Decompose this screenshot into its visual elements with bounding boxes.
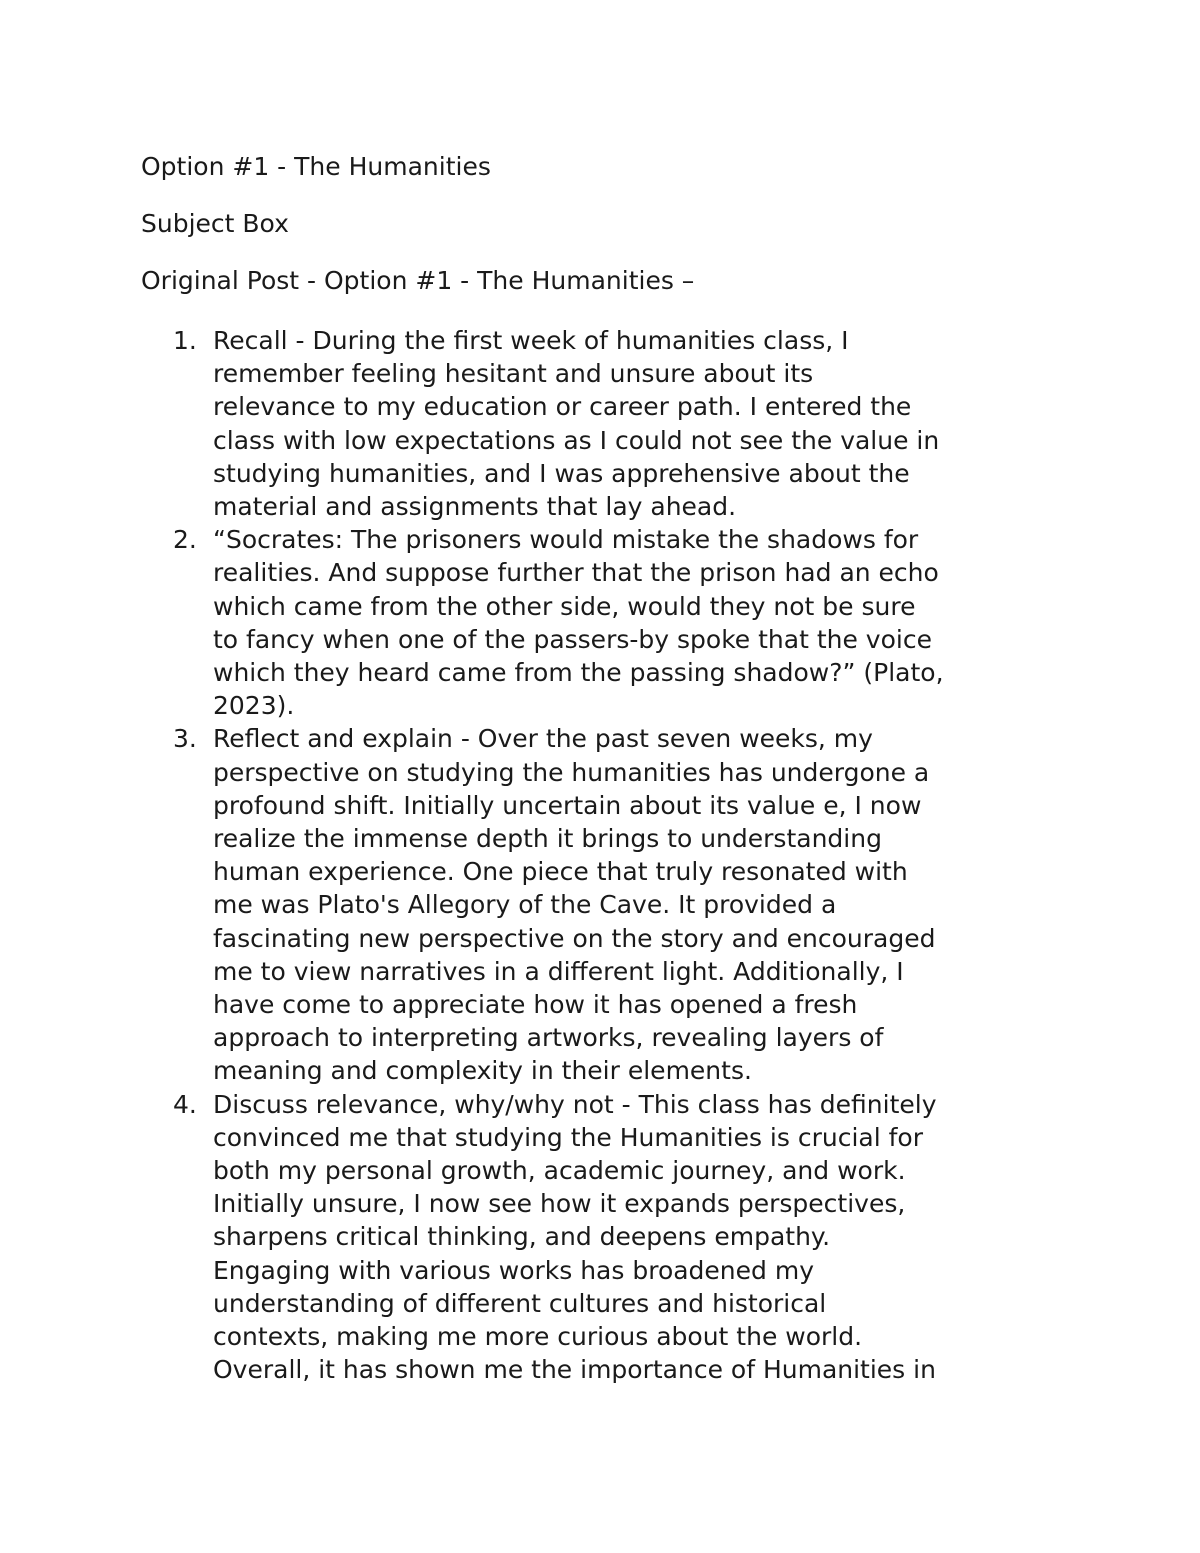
- text-line: contexts, making me more curious about the world.: [213, 1322, 863, 1352]
- text-line: fascinating new perspective on the story and encouraged: [213, 923, 936, 953]
- original-post-heading: Original Post - Option #1 - The Humanities –: [141, 266, 695, 295]
- text-line: sharpens critical thinking, and deepens empathy.: [213, 1222, 831, 1252]
- text-line: me was Plato's Allegory of the Cave. It provided a: [213, 890, 837, 920]
- numbered-list: [141, 324, 1071, 1387]
- text-line: relevance to my education or career path. I entered the: [213, 392, 912, 422]
- list-item-number: 1.: [173, 326, 197, 355]
- text-line: studying humanities, and I was apprehensive about the: [213, 458, 910, 488]
- text-line: which they heard came from the passing shadow?” (Plato,: [213, 658, 944, 688]
- text-line: understanding of different cultures and historical: [213, 1288, 827, 1318]
- text-line: convinced me that studying the Humanities is crucial for: [213, 1122, 923, 1152]
- text-line: “Socrates: The prisoners would mistake the shadows for: [213, 525, 919, 555]
- list-item-number: 3.: [173, 724, 197, 754]
- text-line: profound shift. Initially uncertain about its value e, I now: [213, 790, 922, 820]
- text-line: Engaging with various works has broadened my: [213, 1255, 815, 1285]
- subject-box-label: Subject Box: [141, 209, 289, 238]
- text-line: class with low expectations as I could not see the value in: [213, 425, 940, 455]
- text-line: both my personal growth, academic journey, and work.: [213, 1156, 906, 1186]
- list-item: [141, 722, 1071, 1087]
- document-title: Option #1 - The Humanities: [141, 152, 491, 181]
- text-line: to fancy when one of the passers-by spoke that the voice: [213, 624, 932, 654]
- text-line: Recall - During the first week of humanities class, I: [213, 326, 849, 355]
- text-line: realize the immense depth it brings to understanding: [213, 824, 882, 854]
- text-line: me to view narratives in a different light. Additionally, I: [213, 956, 904, 986]
- list-item: [141, 523, 1071, 722]
- document-page: [141, 150, 1071, 1387]
- text-line: have come to appreciate how it has opened a fresh: [213, 990, 858, 1020]
- text-line: human experience. One piece that truly resonated with: [213, 857, 908, 887]
- text-line: 2023).: [213, 691, 295, 721]
- text-line: perspective on studying the humanities has undergone a: [213, 757, 930, 787]
- list-item-number: 2.: [173, 525, 197, 555]
- text-line: meaning and complexity in their elements.: [213, 1056, 752, 1086]
- text-line: remember feeling hesitant and unsure about its: [213, 359, 814, 389]
- text-line: Discuss relevance, why/why not - This class has definitely: [213, 1089, 937, 1119]
- list-item: [141, 1088, 1071, 1387]
- list-item-number: 4.: [173, 1089, 197, 1119]
- list-item: [141, 324, 1071, 523]
- text-line: Initially unsure, I now see how it expands perspectives,: [213, 1189, 906, 1219]
- text-line: realities. And suppose further that the prison had an echo: [213, 558, 939, 588]
- text-line: approach to interpreting artworks, revealing layers of: [213, 1023, 884, 1053]
- text-line: material and assignments that lay ahead.: [213, 492, 737, 522]
- text-line: Overall, it has shown me the importance of Humanities in: [213, 1355, 936, 1385]
- text-line: Reflect and explain - Over the past seven weeks, my: [213, 724, 873, 754]
- text-line: which came from the other side, would they not be sure: [213, 591, 916, 621]
